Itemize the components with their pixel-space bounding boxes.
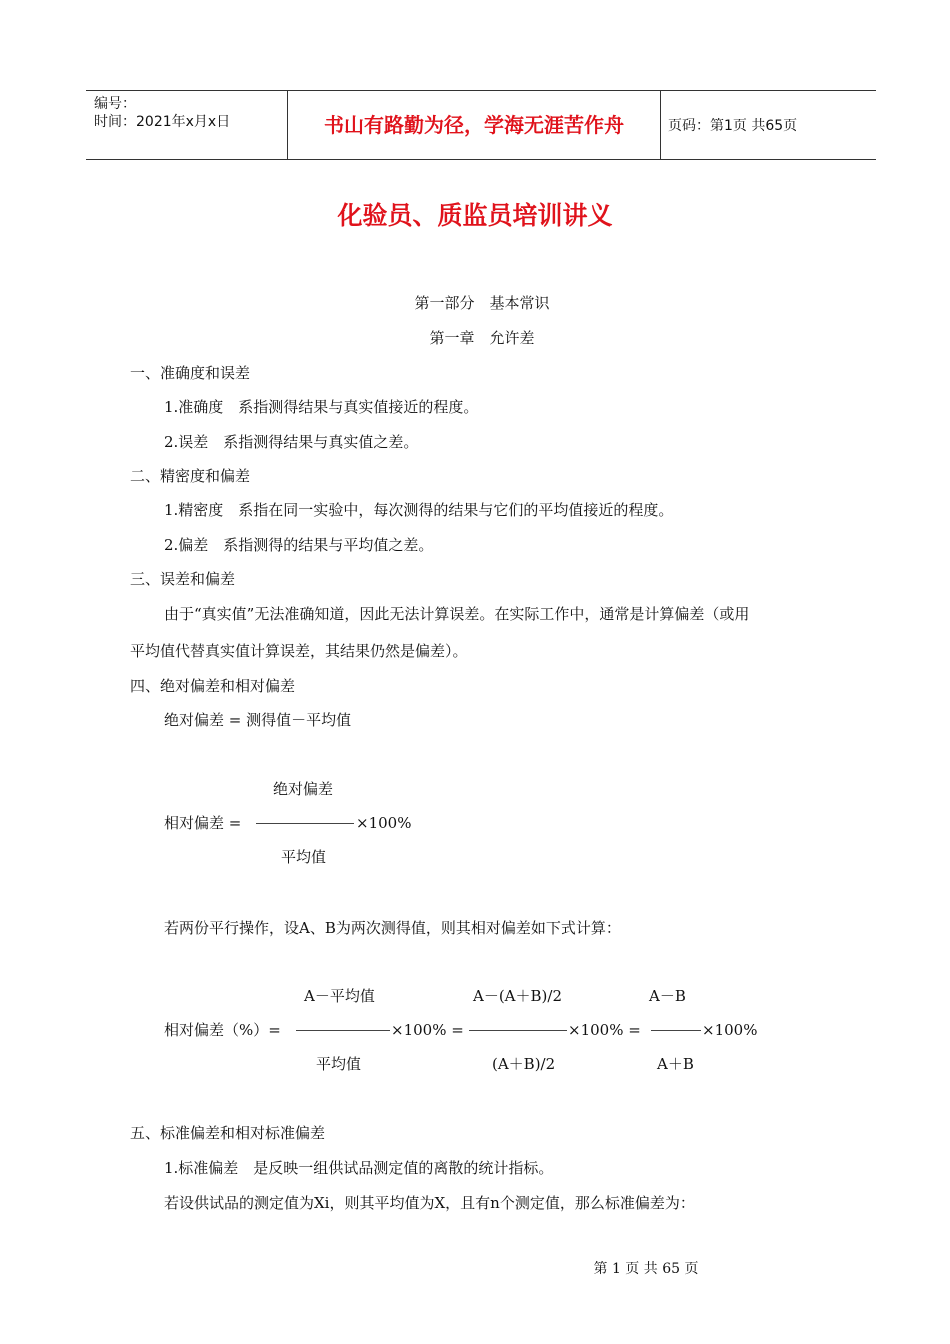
fraction-bar <box>256 823 354 824</box>
fraction-denominator: 平均值 <box>316 1055 362 1073</box>
paragraph: 由于“真实值”无法准确知道，因此无法计算误差。在实际工作中，通常是计算偏差（或用 <box>164 605 750 623</box>
fraction-denominator: 平均值 <box>281 848 327 866</box>
document-header <box>86 90 876 160</box>
section-heading: 四、绝对偏差和相对偏差 <box>130 677 296 695</box>
fraction-bar <box>296 1030 390 1031</box>
page-footer: 第 1 页 共 65 页 <box>593 1261 699 1277</box>
fraction-bar <box>651 1030 701 1031</box>
header-page-info: 页码：第1页 共65页 <box>668 118 798 134</box>
chapter-heading: 第一章 允许差 <box>429 329 535 347</box>
fraction-denominator: A＋B <box>657 1055 694 1073</box>
time-label: 时间：2021年x月x日 <box>94 114 231 130</box>
section-heading: 一、准确度和误差 <box>130 364 251 382</box>
formula-multiplier: ×100% <box>356 814 412 832</box>
paragraph: 2.偏差 系指测得的结果与平均值之差。 <box>164 536 434 554</box>
paragraph: 若两份平行操作，设A、B为两次测得值，则其相对偏差如下式计算： <box>164 919 621 937</box>
paragraph: 1.准确度 系指测得结果与真实值接近的程度。 <box>164 398 479 416</box>
formula-lhs: 相对偏差（%）= <box>164 1021 281 1039</box>
header-meta <box>94 95 230 131</box>
formula-multiplier: ×100% = <box>391 1021 464 1039</box>
number-label: 编号： <box>94 96 136 112</box>
page-title: 化验员、质监员培训讲义 <box>337 201 613 230</box>
fraction-numerator: A－平均值 <box>304 987 375 1005</box>
section-heading: 五、标准偏差和相对标准偏差 <box>130 1124 326 1142</box>
paragraph: 1.标准偏差 是反映一组供试品测定值的离散的统计指标。 <box>164 1159 554 1177</box>
section-heading: 二、精密度和偏差 <box>130 467 251 485</box>
fraction-numerator: A－(A＋B)/2 <box>473 987 562 1005</box>
part-heading: 第一部分 基本常识 <box>414 294 550 312</box>
paragraph: 1.精密度 系指在同一实验中，每次测得的结果与它们的平均值接近的程度。 <box>164 501 674 519</box>
fraction-numerator: A－B <box>649 987 686 1005</box>
header-divider <box>660 91 661 159</box>
formula-lhs: 相对偏差 = <box>164 814 242 832</box>
formula-multiplier: ×100% <box>702 1021 758 1039</box>
section-heading: 三、误差和偏差 <box>130 570 236 588</box>
fraction-numerator: 绝对偏差 <box>273 780 334 798</box>
paragraph: 平均值代替真实值计算误差，其结果仍然是偏差）。 <box>130 642 468 660</box>
paragraph: 2.误差 系指测得结果与真实值之差。 <box>164 433 419 451</box>
formula-absolute-deviation: 绝对偏差 = 测得值－平均值 <box>164 711 352 729</box>
fraction-bar <box>469 1030 567 1031</box>
formula-multiplier: ×100% = <box>568 1021 641 1039</box>
paragraph: 若设供试品的测定值为Xi，则其平均值为X，且有n个测定值，那么标准偏差为： <box>164 1194 695 1212</box>
fraction-denominator: (A＋B)/2 <box>492 1055 556 1073</box>
header-motto: 书山有路勤为径，学海无涯苦作舟 <box>324 113 624 137</box>
